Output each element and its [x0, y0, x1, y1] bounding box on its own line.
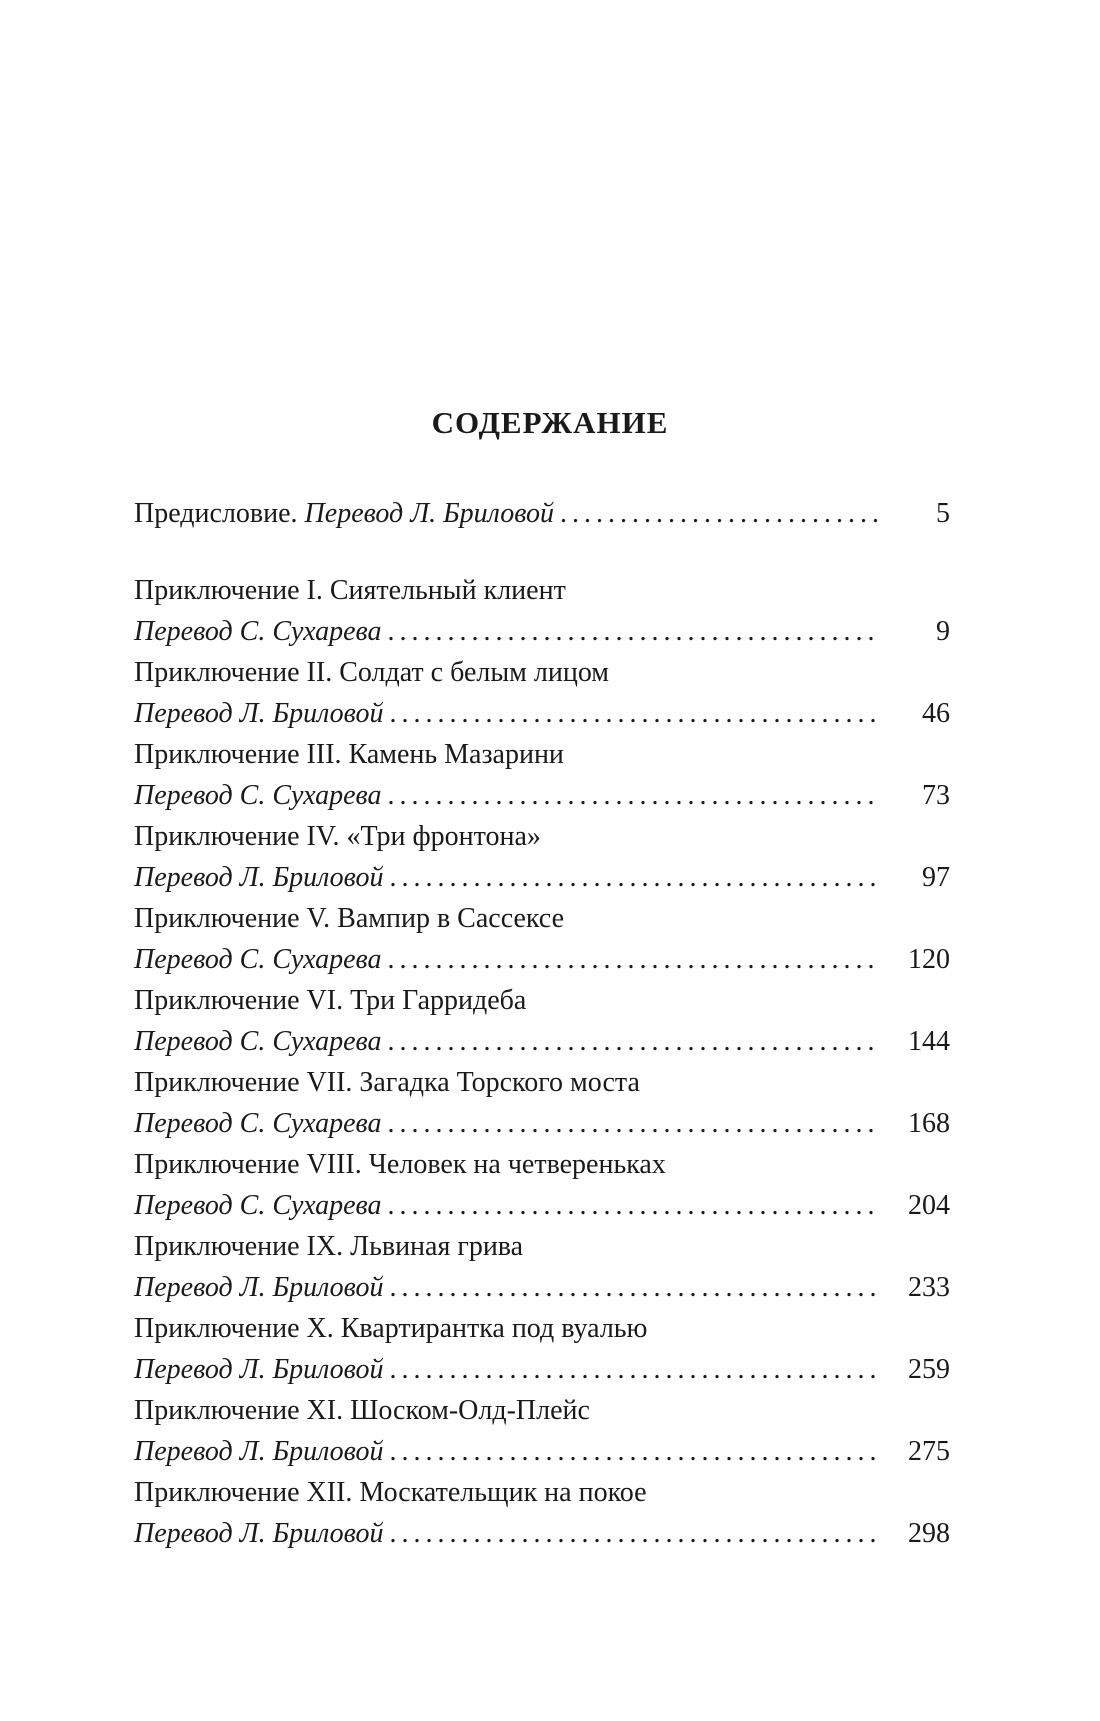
adventure-title: Приключение XI. Шоском-Олд-Плейс	[134, 1395, 590, 1426]
toc-entry-text	[134, 939, 382, 981]
adventure-title: Приключение X. Квартирантка под вуалью	[134, 1313, 648, 1344]
dot-leader	[388, 1021, 880, 1063]
toc-entry-text	[134, 857, 383, 899]
toc-entry-line	[134, 1349, 950, 1391]
adventure-translator: Перевод Л. Бриловой	[134, 1518, 384, 1549]
toc-entry-line	[134, 611, 950, 653]
toc-entry	[134, 571, 950, 653]
dot-leader	[389, 1513, 880, 1555]
page-number: 259	[908, 1354, 950, 1385]
adventure-translator: Перевод С. Сухарева	[134, 1026, 382, 1057]
adventure-translator: Перевод С. Сухарева	[134, 944, 382, 975]
toc-entry-line	[134, 775, 950, 817]
adventure-title: Приключение II. Солдат с белым лицом	[134, 657, 610, 688]
toc-entry-text	[134, 1349, 383, 1391]
adventure-translator: Перевод Л. Бриловой	[134, 698, 384, 729]
dot-leader	[388, 1103, 880, 1145]
page-number: 120	[908, 944, 950, 975]
adventure-title: Приключение VI. Три Гарридеба	[134, 985, 527, 1016]
toc-entry	[134, 1391, 950, 1473]
toc-entry-text	[134, 1431, 383, 1473]
page-number: 9	[936, 616, 950, 647]
page-number: 298	[908, 1518, 950, 1549]
page-number: 5	[936, 498, 950, 529]
adventure-translator: Перевод С. Сухарева	[134, 1108, 382, 1139]
toc-entry-line	[134, 857, 950, 899]
toc-entry	[134, 1309, 950, 1391]
dot-leader	[388, 611, 880, 653]
page-number: 168	[908, 1108, 950, 1139]
toc-entry	[134, 653, 950, 735]
adventure-title: Приключение IX. Львиная грива	[134, 1231, 524, 1262]
toc-entry-text	[134, 493, 554, 535]
dot-leader	[388, 939, 880, 981]
adventure-title: Приключение V. Вампир в Сассексе	[134, 903, 564, 934]
preface-translator: Перевод Л. Бриловой	[304, 498, 555, 529]
toc-entry	[134, 1063, 950, 1145]
adventure-title: Приключение XII. Москательщик на покое	[134, 1477, 647, 1508]
adventure-title: Приключение I. Сиятельный клиент	[134, 575, 566, 606]
toc-entry	[134, 1473, 950, 1555]
dot-leader	[560, 493, 880, 535]
dot-leader	[389, 1431, 880, 1473]
page-number: 144	[908, 1026, 950, 1057]
adventure-translator: Перевод Л. Бриловой	[134, 1354, 384, 1385]
toc-entry-line	[134, 1021, 950, 1063]
toc-entry-text	[134, 1267, 383, 1309]
toc-entry	[134, 981, 950, 1063]
page-number: 275	[908, 1436, 950, 1467]
adventure-translator: Перевод С. Сухарева	[134, 616, 382, 647]
dot-leader	[388, 1185, 880, 1227]
toc-entry-text	[134, 775, 382, 817]
toc-entry-line	[134, 693, 950, 735]
adventure-title: Приключение VII. Загадка Торского моста	[134, 1067, 640, 1098]
adventure-translator: Перевод С. Сухарева	[134, 780, 382, 811]
toc-entry-line	[134, 1103, 950, 1145]
preface-label: Предисловие.	[134, 498, 298, 529]
toc-entry	[134, 1145, 950, 1227]
dot-leader	[389, 857, 880, 899]
toc-entry	[134, 735, 950, 817]
dot-leader	[389, 1349, 880, 1391]
page-number: 46	[922, 698, 950, 729]
adventure-title: Приключение VIII. Человек на четвереньках	[134, 1149, 666, 1180]
toc-entry-line	[134, 1267, 950, 1309]
table-of-contents	[134, 493, 950, 1555]
toc-entry-text	[134, 611, 382, 653]
toc-entry	[134, 817, 950, 899]
toc-entry-text	[134, 1185, 382, 1227]
toc-entry-line	[134, 1185, 950, 1227]
toc-entry-text	[134, 1021, 382, 1063]
dot-leader	[389, 693, 880, 735]
adventure-translator: Перевод Л. Бриловой	[134, 862, 384, 893]
dot-leader	[389, 1267, 880, 1309]
page-number: 233	[908, 1272, 950, 1303]
adventure-translator: Перевод С. Сухарева	[134, 1190, 382, 1221]
toc-entry-line	[134, 493, 950, 535]
toc-heading: СОДЕРЖАНИЕ	[431, 405, 669, 440]
toc-entry-text	[134, 693, 383, 735]
adventure-title: Приключение IV. «Три фронтона»	[134, 821, 541, 852]
page-number: 73	[922, 780, 950, 811]
toc-entry-line	[134, 1431, 950, 1473]
toc-entry-line	[134, 1513, 950, 1555]
adventure-translator: Перевод Л. Бриловой	[134, 1436, 384, 1467]
adventure-translator: Перевод Л. Бриловой	[134, 1272, 384, 1303]
adventure-title: Приключение III. Камень Мазарини	[134, 739, 564, 770]
toc-entry-text	[134, 1513, 383, 1555]
toc-entry	[134, 1227, 950, 1309]
adventure-list	[134, 571, 950, 1555]
dot-leader	[388, 775, 880, 817]
toc-entry-preface	[134, 493, 950, 535]
toc-entry	[134, 899, 950, 981]
toc-entry-line	[134, 939, 950, 981]
toc-entry-text	[134, 1103, 382, 1145]
page-number: 204	[908, 1190, 950, 1221]
page-number: 97	[922, 862, 950, 893]
